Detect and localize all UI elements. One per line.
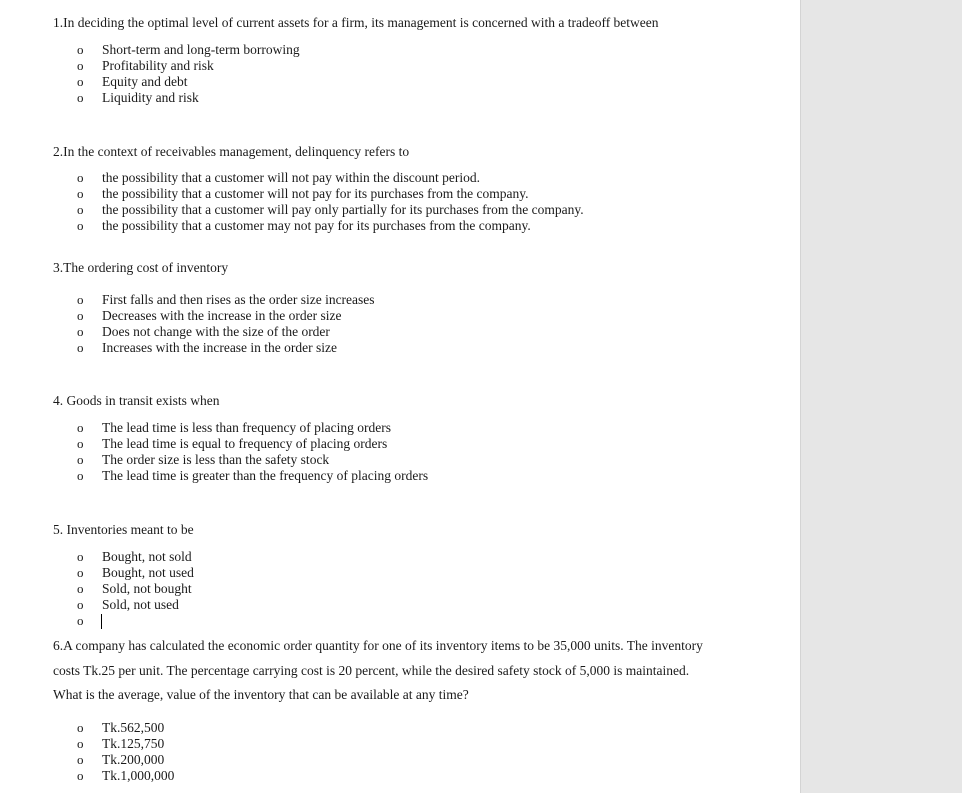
bullet-icon: o xyxy=(77,218,84,233)
option[interactable] xyxy=(0,90,300,106)
option[interactable] xyxy=(0,186,584,202)
option-text: Equity and debt xyxy=(102,74,188,89)
option-text: First falls and then rises as the order size increases xyxy=(102,292,375,307)
option[interactable] xyxy=(0,581,194,597)
bullet-icon: o xyxy=(77,186,84,201)
option-text: Sold, not used xyxy=(102,597,179,612)
option-text: Bought, not used xyxy=(102,565,194,580)
option[interactable] xyxy=(0,436,428,452)
bullet-icon: o xyxy=(77,720,84,735)
bullet-icon: o xyxy=(77,452,84,467)
bullet-icon: o xyxy=(77,420,84,435)
question-6-options xyxy=(0,720,174,784)
option[interactable] xyxy=(0,58,300,74)
option[interactable] xyxy=(0,468,428,484)
option-text: the possibility that a customer will not pay within the discount period. xyxy=(102,170,480,185)
option[interactable] xyxy=(0,565,194,581)
option-text: Tk.125,750 xyxy=(102,736,165,751)
option-text: Increases with the increase in the order size xyxy=(102,340,338,355)
question-1-prompt: 1.In deciding the optimal level of current assets for a firm, its management is concerned with a tradeoff between xyxy=(53,15,659,30)
bullet-icon: o xyxy=(77,436,84,451)
question-5-options xyxy=(0,549,194,629)
option-text: The order size is less than the safety stock xyxy=(102,452,330,467)
bullet-icon: o xyxy=(77,581,84,596)
option-text: Tk.1,000,000 xyxy=(102,768,175,783)
option-text: Tk.562,500 xyxy=(102,720,165,735)
option[interactable] xyxy=(0,420,428,436)
option-text: Profitability and risk xyxy=(102,58,214,73)
bullet-icon: o xyxy=(77,42,84,57)
option[interactable] xyxy=(0,292,375,308)
question-1-options xyxy=(0,42,300,106)
bullet-icon: o xyxy=(77,74,84,89)
option[interactable] xyxy=(0,74,300,90)
bullet-icon: o xyxy=(77,340,84,355)
bullet-icon: o xyxy=(77,292,84,307)
option-text: Bought, not sold xyxy=(102,549,192,564)
question-4-prompt: 4. Goods in transit exists when xyxy=(53,393,220,408)
bullet-icon: o xyxy=(77,90,84,105)
bullet-icon: o xyxy=(77,324,84,339)
option-text: Liquidity and risk xyxy=(102,90,199,105)
option-text: Tk.200,000 xyxy=(102,752,165,767)
question-3-options xyxy=(0,292,375,356)
option-text: the possibility that a customer may not pay for its purchases from the company. xyxy=(102,218,531,233)
bullet-icon: o xyxy=(77,565,84,580)
option[interactable] xyxy=(0,720,174,736)
option[interactable] xyxy=(0,752,174,768)
option[interactable] xyxy=(0,549,194,565)
page-margin-background xyxy=(801,0,962,793)
option-text: Sold, not bought xyxy=(102,581,192,596)
bullet-icon: o xyxy=(77,768,84,783)
text-cursor xyxy=(101,614,102,629)
option[interactable] xyxy=(0,202,584,218)
bullet-icon: o xyxy=(77,308,84,323)
option[interactable] xyxy=(0,170,584,186)
option[interactable] xyxy=(0,340,375,356)
question-5-prompt: 5. Inventories meant to be xyxy=(53,522,194,537)
question-2-prompt: 2.In the context of receivables management, delinquency refers to xyxy=(53,144,410,159)
option[interactable] xyxy=(0,308,375,324)
option-text: the possibility that a customer will not pay for its purchases from the company. xyxy=(102,186,529,201)
bullet-icon: o xyxy=(77,468,84,483)
bullet-icon: o xyxy=(77,736,84,751)
option[interactable] xyxy=(0,452,428,468)
option[interactable] xyxy=(0,324,375,340)
bullet-icon: o xyxy=(77,613,84,628)
question-4-options xyxy=(0,420,428,484)
bullet-icon: o xyxy=(77,58,84,73)
option-text: Short-term and long-term borrowing xyxy=(102,42,300,57)
option-text: Decreases with the increase in the order size xyxy=(102,308,342,323)
option-text: The lead time is equal to frequency of placing orders xyxy=(102,436,388,451)
option[interactable] xyxy=(0,42,300,58)
option[interactable] xyxy=(0,768,174,784)
question-6-prompt: 6.A company has calculated the economic order quantity for one of its inventory items to be 35,000 units. The inventory costs Tk.25 per unit. The percentage carrying cost is 20 percent, while the desired safety stock of 5,000 is maintained. What is the average, value of the inventory that can be available at any time? xyxy=(53,638,703,702)
option-text: The lead time is greater than the frequency of placing orders xyxy=(102,468,429,483)
question-2-options xyxy=(0,170,584,234)
bullet-icon: o xyxy=(77,170,84,185)
question-3-prompt: 3.The ordering cost of inventory xyxy=(53,260,229,275)
option-text: Does not change with the size of the order xyxy=(102,324,330,339)
option[interactable] xyxy=(0,218,584,234)
bullet-icon: o xyxy=(77,597,84,612)
option-text: the possibility that a customer will pay only partially for its purchases from the company. xyxy=(102,202,584,217)
bullet-icon: o xyxy=(77,202,84,217)
option[interactable] xyxy=(0,736,174,752)
option-empty[interactable] xyxy=(0,613,194,629)
option[interactable] xyxy=(0,597,194,613)
bullet-icon: o xyxy=(77,549,84,564)
option-text: The lead time is less than frequency of placing orders xyxy=(102,420,392,435)
bullet-icon: o xyxy=(77,752,84,767)
